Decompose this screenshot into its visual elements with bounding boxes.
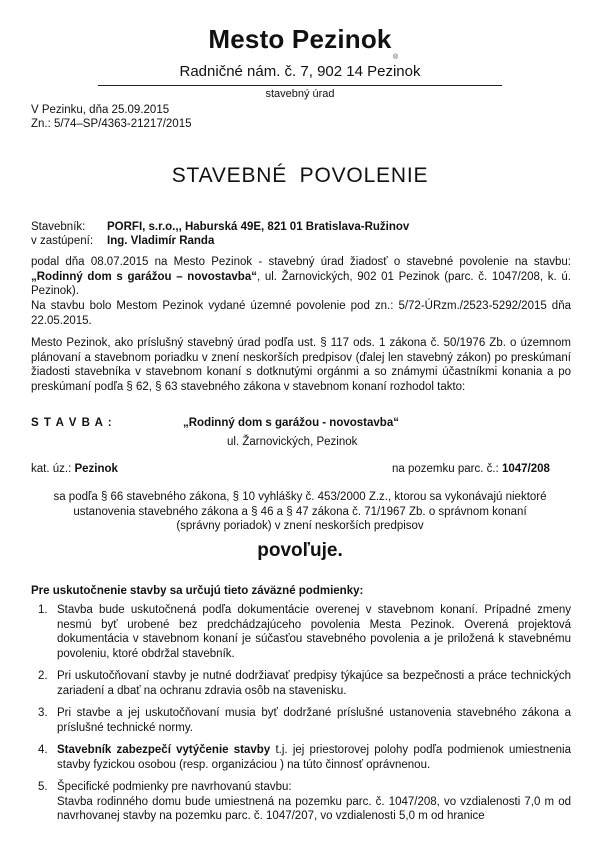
condition-text: t.j. jej priestorovej polohy podľa podmienok umiestnenia stavby fyzickou osobou (resp. organizáciou ) na túto činnosť oprávnenou. [57, 744, 572, 771]
document-title: STAVEBNÉ POVOLENIE [171, 164, 429, 187]
builder-label: Stavebník: [31, 221, 86, 233]
condition-number: 5. [38, 781, 48, 793]
reference-number: Zn.: 5/74–SP/4363-21217/2015 [31, 118, 192, 130]
application-text-c: , ul. Žarnovických, 902 01 Pezinok (parc. č. 1047/208, k. ú. Pezinok). [31, 270, 571, 297]
representative-label: v zastúpení: [31, 235, 94, 247]
place-date: V Pezinku, dňa 25.09.2015 [31, 104, 170, 116]
condition-bold-text: Stavebník zabezpečí vytýčenie stavby [57, 744, 271, 756]
cadastre-label [31, 463, 118, 475]
decision-verb: povoľuje. [257, 540, 343, 561]
conditions-heading: Pre uskutočnenie stavby sa určujú tieto záväzné podmienky: [31, 585, 364, 597]
condition-item [31, 706, 571, 735]
parcel-value: 1047/208 [501, 463, 550, 475]
legal-line-1: sa podľa § 66 stavebného zákona, § 10 vyhlášky č. 453/2000 Z.z., ktorou sa vykonávajú niektoré [53, 491, 547, 503]
representative-value: Ing. Vladimír Randa [107, 235, 215, 247]
condition-item [31, 603, 571, 661]
stavba-label: S T A V B A : [31, 417, 113, 429]
application-text-a: podal dňa 08.07.2015 na Mesto Pezinok - stavebný úrad žiadosť o stavebné povolenie na stavbu: [31, 256, 571, 268]
condition-item [31, 743, 571, 772]
condition-item [31, 780, 571, 824]
condition-item [31, 669, 571, 698]
condition-text: Pri stavbe a jej uskutočňovaní musia byť dodržané príslušné ustanovenia stavebného zákona a príslušné technické normy. [57, 707, 571, 734]
cadastre-area-label: kat. úz.: [31, 463, 72, 475]
city-address: Radničné nám. č. 7, 902 14 Pezinok [179, 63, 421, 80]
parcel-number [392, 463, 550, 475]
legal-line-3: (správny poriadok) v znení neskorších predpisov [176, 520, 424, 532]
stavba-street: ul. Žarnovických, Pezinok [227, 436, 358, 448]
condition-text: Stavba bude uskutočnená podľa dokumentácie overenej v stavebnom konaní. Prípadné zmeny nesmú byť urobené bez predchádzajúceho povolenia Mesta Pezinok. Overená projektová dokumentácia v stavebnom konaní je súčasťou stavebného povolenia a je priložená k stavebnému povoleniu, ktoré obdržal stavebník. [57, 604, 571, 660]
project-name: „Rodinný dom s garážou – novostavba“ [31, 270, 257, 283]
condition-number: 2. [38, 670, 48, 682]
decision-paragraph: Mesto Pezinok, ako príslušný stavebný úrad podľa ust. § 117 ods. 1 zákona č. 50/1976 Zb. o územnom plánovaní a stavebnom poriadku v znení neskorších predpisov (ďalej len stavebný zákon) po preskúmaní žiadosti stavebníka v stavebnom konaní s dotknutými orgánmi a so známymi účastníkmi konania a po preskúmaní podľa § 62, § 63 stavebného zákona v stavebnom konaní rozhodol takto: [31, 337, 571, 393]
condition-text: Špecifické podmienky pre navrhovanú stavbu: [57, 781, 292, 793]
legal-basis [0, 490, 600, 534]
condition-text: Pri uskutočňovaní stavby je nutné dodržiavať predpisy týkajúce sa bezpečnosti a práce technických zariadení a dbať na ochranu zdravia osôb na stavenisku. [57, 670, 571, 697]
condition-text-continued: Stavba rodinného domu bude umiestnená na pozemku parc. č. 1047/208, vo vzdialenosti 7,0 m od navrhovanej stavby na pozemku parc. č. 1047/207, vo vzdialenosti 5,0 m od hranice [57, 795, 571, 822]
registered-mark: ® [393, 54, 399, 61]
parcel-label: na pozemku parc. č.: [392, 463, 499, 475]
stavba-name: „Rodinný dom s garážou - novostavba“ [183, 417, 399, 429]
city-title: Mesto Pezinok [208, 24, 392, 54]
condition-number: 4. [38, 744, 48, 756]
conditions-list [31, 603, 571, 832]
condition-number: 3. [38, 707, 48, 719]
condition-number: 1. [38, 604, 48, 616]
legal-line-2: ustanovenia stavebného zákona a § 46 a § 47 zákona č. 71/1967 Zb. o správnom konaní [73, 505, 527, 518]
header-divider [98, 85, 502, 86]
builder-value: PORFI, s.r.o.,, Haburská 49E, 821 01 Bratislava-Ružinov [107, 221, 410, 233]
zoning-permit-paragraph: Na stavbu bolo Mestom Pezinok vydané územné povolenie pod zn.: 5/72-ÚRzm./2523-5292/2015 dňa 22.05.2015. [31, 300, 571, 327]
office-name: stavebný úrad [265, 88, 335, 100]
application-paragraph [31, 255, 571, 299]
cadastre-area-value: Pezinok [74, 463, 118, 475]
